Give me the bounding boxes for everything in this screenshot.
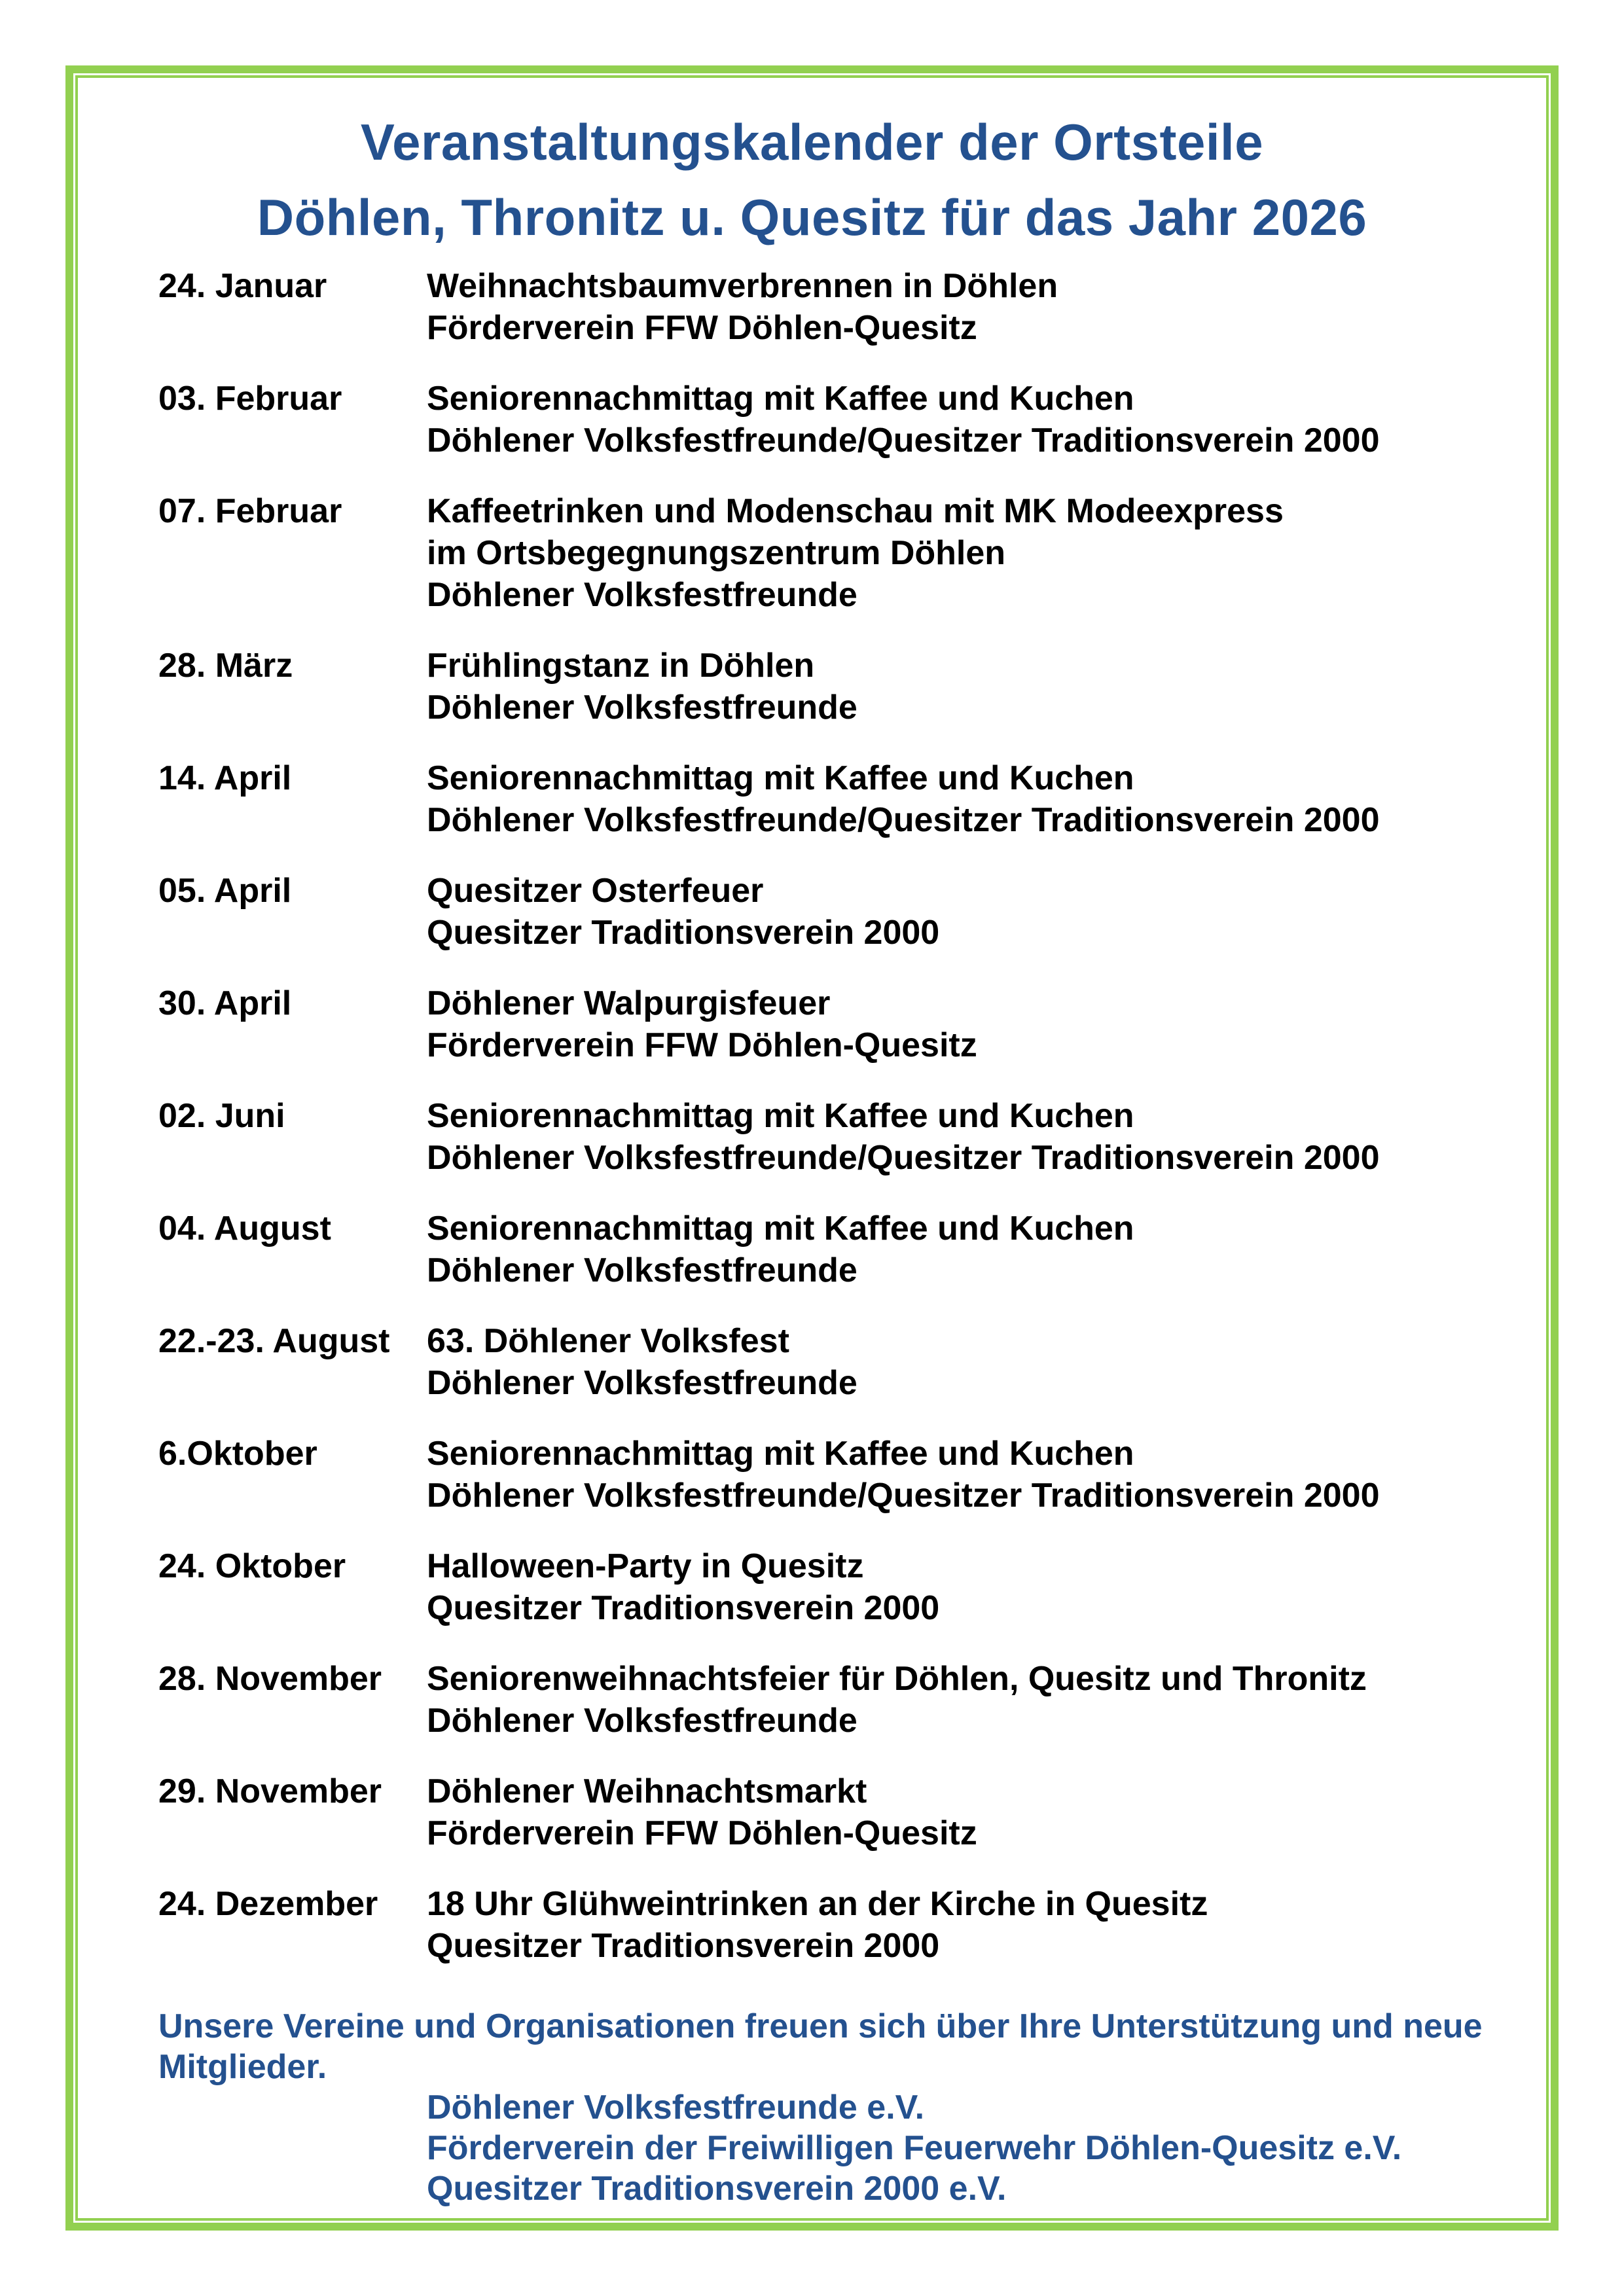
footer-intro-line: Mitglieder.: [158, 2048, 327, 2086]
event-line: Döhlener Volksfestfreunde/Quesitzer Traditionsverein 2000: [427, 422, 1380, 459]
event-row: [158, 1883, 1546, 1967]
event-line: Halloween-Party in Quesitz: [427, 1547, 864, 1585]
event-line: Quesitzer Osterfeuer: [427, 872, 764, 910]
event-line: Döhlener Volksfestfreunde/Quesitzer Traditionsverein 2000: [427, 1139, 1380, 1177]
event-date: 24. Januar: [158, 267, 327, 305]
event-date: 24. Dezember: [158, 1885, 378, 1923]
event-description: [427, 1320, 1546, 1404]
event-line: Frühlingstanz in Döhlen: [427, 647, 815, 685]
event-date: 29. November: [158, 1772, 382, 1810]
event-line: Döhlener Volksfestfreunde/Quesitzer Traditionsverein 2000: [427, 1477, 1380, 1515]
event-line: Seniorennachmittag mit Kaffee und Kuchen: [427, 1210, 1134, 1247]
organization-item: Quesitzer Traditionsverein 2000 e.V.: [427, 2170, 1007, 2208]
event-description: [427, 490, 1546, 616]
organization-list: [158, 2087, 1546, 2209]
event-line: Förderverein FFW Döhlen-Quesitz: [427, 1026, 977, 1064]
event-line: Döhlener Volksfestfreunde: [427, 1702, 857, 1740]
event-line: Quesitzer Traditionsverein 2000: [427, 1927, 940, 1965]
event-row: [158, 757, 1546, 841]
event-row: [158, 1545, 1546, 1629]
title-line: Veranstaltungskalender der Ortsteile: [360, 113, 1264, 171]
event-line: Döhlener Walpurgisfeuer: [427, 984, 831, 1022]
event-description: [427, 265, 1546, 349]
page-title: [78, 105, 1546, 255]
event-line: Förderverein FFW Döhlen-Quesitz: [427, 309, 977, 347]
event-line: Quesitzer Traditionsverein 2000: [427, 914, 940, 952]
event-row: [158, 265, 1546, 349]
event-line: Döhlener Weihnachtsmarkt: [427, 1772, 867, 1810]
event-line: 18 Uhr Glühweintrinken an der Kirche in Quesitz: [427, 1885, 1208, 1923]
event-date: 6.Oktober: [158, 1435, 317, 1473]
event-date: 22.-23. August: [158, 1322, 390, 1360]
event-row: [158, 1658, 1546, 1742]
event-line: Seniorenweihnachtsfeier für Döhlen, Quesitz und Thronitz: [427, 1660, 1367, 1698]
event-description: [427, 1658, 1546, 1742]
event-list: [78, 265, 1546, 1967]
event-line: Seniorennachmittag mit Kaffee und Kuchen: [427, 380, 1134, 418]
footer: [78, 2006, 1546, 2209]
event-row: [158, 1095, 1546, 1179]
event-description: [427, 870, 1546, 954]
event-row: [158, 870, 1546, 954]
event-description: [427, 378, 1546, 461]
event-description: [427, 1095, 1546, 1179]
event-date: 14. April: [158, 759, 292, 797]
event-row: [158, 1433, 1546, 1516]
event-description: [427, 1770, 1546, 1854]
event-description: [427, 1208, 1546, 1291]
event-date: 02. Juni: [158, 1097, 285, 1135]
footer-intro: [158, 2006, 1546, 2087]
event-row: [158, 378, 1546, 461]
event-line: im Ortsbegegnungszentrum Döhlen: [427, 534, 1006, 572]
event-description: [427, 1883, 1546, 1967]
event-description: [427, 757, 1546, 841]
event-line: Döhlener Volksfestfreunde: [427, 1251, 857, 1289]
event-line: 63. Döhlener Volksfest: [427, 1322, 789, 1360]
event-line: Döhlener Volksfestfreunde: [427, 576, 857, 614]
event-description: [427, 1433, 1546, 1516]
event-line: Döhlener Volksfestfreunde: [427, 1364, 857, 1402]
event-date: 28. März: [158, 647, 293, 685]
event-line: Seniorennachmittag mit Kaffee und Kuchen: [427, 1435, 1134, 1473]
event-line: Seniorennachmittag mit Kaffee und Kuchen: [427, 1097, 1134, 1135]
event-row: [158, 1320, 1546, 1404]
event-date: 03. Februar: [158, 380, 342, 418]
event-row: [158, 490, 1546, 616]
event-line: Förderverein FFW Döhlen-Quesitz: [427, 1814, 977, 1852]
event-date: 05. April: [158, 872, 292, 910]
event-date: 30. April: [158, 984, 292, 1022]
event-row: [158, 982, 1546, 1066]
event-description: [427, 1545, 1546, 1629]
title-line: Döhlen, Thronitz u. Quesitz für das Jahr 2026: [257, 188, 1367, 246]
event-line: Quesitzer Traditionsverein 2000: [427, 1589, 940, 1627]
event-description: [427, 982, 1546, 1066]
event-date: 28. November: [158, 1660, 382, 1698]
footer-intro-line: Unsere Vereine und Organisationen freuen sich über Ihre Unterstützung und neue: [158, 2007, 1483, 2045]
event-line: Weihnachtsbaumverbrennen in Döhlen: [427, 267, 1058, 305]
event-row: [158, 1208, 1546, 1291]
event-line: Döhlener Volksfestfreunde/Quesitzer Traditionsverein 2000: [427, 801, 1380, 839]
organization-item: Förderverein der Freiwilligen Feuerwehr Döhlen-Quesitz e.V.: [427, 2129, 1402, 2167]
page-content: [78, 78, 1546, 2218]
event-row: [158, 1770, 1546, 1854]
event-line: Kaffeetrinken und Modenschau mit MK Modeexpress: [427, 492, 1284, 530]
event-line: Döhlener Volksfestfreunde: [427, 689, 857, 726]
event-date: 07. Februar: [158, 492, 342, 530]
event-line: Seniorennachmittag mit Kaffee und Kuchen: [427, 759, 1134, 797]
event-date: 04. August: [158, 1210, 331, 1247]
event-row: [158, 645, 1546, 728]
organization-item: Döhlener Volksfestfreunde e.V.: [427, 2089, 925, 2126]
event-description: [427, 645, 1546, 728]
event-date: 24. Oktober: [158, 1547, 346, 1585]
